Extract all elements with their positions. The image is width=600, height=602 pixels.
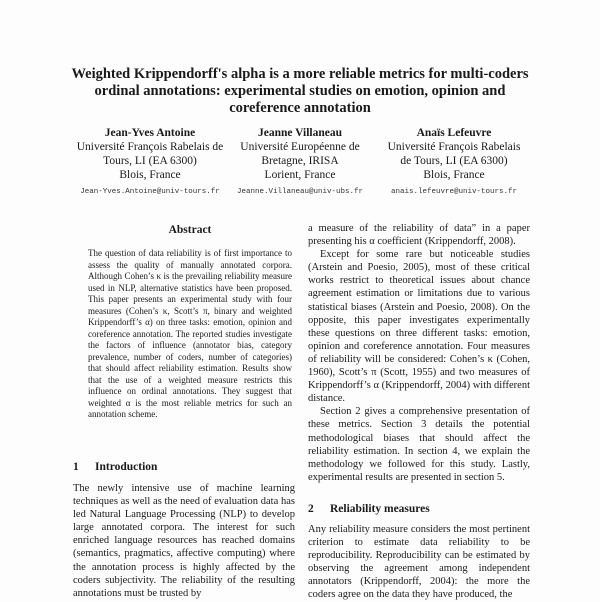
author-block-3 — [369, 126, 539, 199]
author-name: Jean-Yves Antoine — [104, 127, 196, 139]
author-affiliation: Tours, LI (EA 6300) — [103, 155, 197, 167]
introduction-text — [73, 482, 295, 600]
author-affiliation: de Tours, LI (EA 6300) — [400, 155, 508, 167]
author-name: Anaïs Lefeuvre — [416, 127, 492, 139]
abstract-text: The question of data reliability is of first importance to assess the quality of manually annotated corpora. Although Cohen’s κ is the prevailing reliability measure used in NLP, alternative statistics have been proposed. This paper presents an experimental study with four measures (Cohen’s κ, Scott’s π, binary and weighted Krippendorff’s α) on three tasks: emotion, opinion and coreference annotation. The reported studies investigate the factors of influence (annotator bias, category prevalence, number of coders, number of categories) that should affect reliability estimation. Results show that the use of a weighted measure restricts this influence on ordinal annotations. They suggest that weighted α is the most reliable metrics for such an annotation scheme. — [88, 248, 292, 419]
author-email: anais.lefeuvre@univ-tours.fr — [390, 188, 518, 196]
author-block-2 — [215, 126, 385, 199]
author-city: Blois, France — [119, 169, 181, 181]
author-email: Jean-Yves.Antoine@univ-tours.fr — [80, 188, 220, 196]
paper-title: Weighted Krippendorff's alpha is a more reliable metrics for multi-coders ordinal annotations: experimental studies on emotion, opinion and coreference annotation — [71, 66, 529, 116]
section-title: Reliability measures — [330, 503, 430, 515]
abstract-heading: Abstract — [168, 224, 212, 236]
author-name: Jeanne Villaneau — [257, 127, 343, 139]
author-city: Lorient, France — [264, 169, 336, 181]
section-number: 1 — [73, 461, 79, 473]
right-column-text — [308, 222, 530, 484]
author-email: Jeanne.Villaneau@univ-ubs.fr — [236, 188, 364, 196]
section-heading-introduction — [73, 461, 157, 473]
author-affiliation: Université François Rabelais — [387, 141, 521, 153]
author-city: Blois, France — [423, 169, 485, 181]
reliability-measures-text — [308, 523, 530, 602]
paragraph: The newly intensive use of machine learning techniques as well as the need of evaluation data has led Natural Language Processing (NLP) to develop large annotated corpora. The interest for such enriched language resources has reached domains (semantics, pragmatics, affective computing) where the annotation process is highly affected by the coders subjectivity. The reliability of the resulting annotations must be trusted by — [73, 483, 295, 599]
paragraph: a measure of the reliability of data” in a paper presenting his α coefficient (Krippendorff, 2008). — [308, 223, 530, 248]
paragraph: Section 2 gives a comprehensive presentation of these metrics. Section 3 details the potential methodological biases that should affect the reliability estimation. In section 4, we explain the methodology we followed for this study. Lastly, experimental results are presented in section 5. — [308, 406, 530, 483]
author-affiliation: Université Européenne de — [240, 141, 360, 153]
author-affiliation: Bretagne, IRISA — [261, 155, 339, 167]
paragraph: Except for some rare but noticeable studies (Arstein and Poesio, 2005), most of these critical works restrict to theoretical issues about chance agreement estimation or limitations due to various statistical biases (Arstein and Poesio, 2008). On the opposite, this paper investigates experimentally these questions on three different tasks: emotion, opinion and coreference annotation. Four measures of reliability will be considered: Cohen’s κ (Cohen, 1960), Scott’s π (Scott, 1955) and two measures of Krippendorff’s α (Krippendorff, 2004) with different distance. — [308, 249, 530, 405]
section-number: 2 — [308, 503, 314, 515]
author-affiliation: Université François Rabelais de — [76, 141, 224, 153]
paragraph: Any reliability measure considers the most pertinent criterion to estimate data reliability to be reproducibility. Reproducibility can be estimated by observing the agreement among independent annotators (Krippendorff, 2004): the more the coders agree on the data they have produced, the — [308, 524, 530, 601]
section-heading-reliability-measures — [308, 503, 430, 515]
author-block-1 — [65, 126, 235, 199]
section-title: Introduction — [95, 461, 158, 473]
